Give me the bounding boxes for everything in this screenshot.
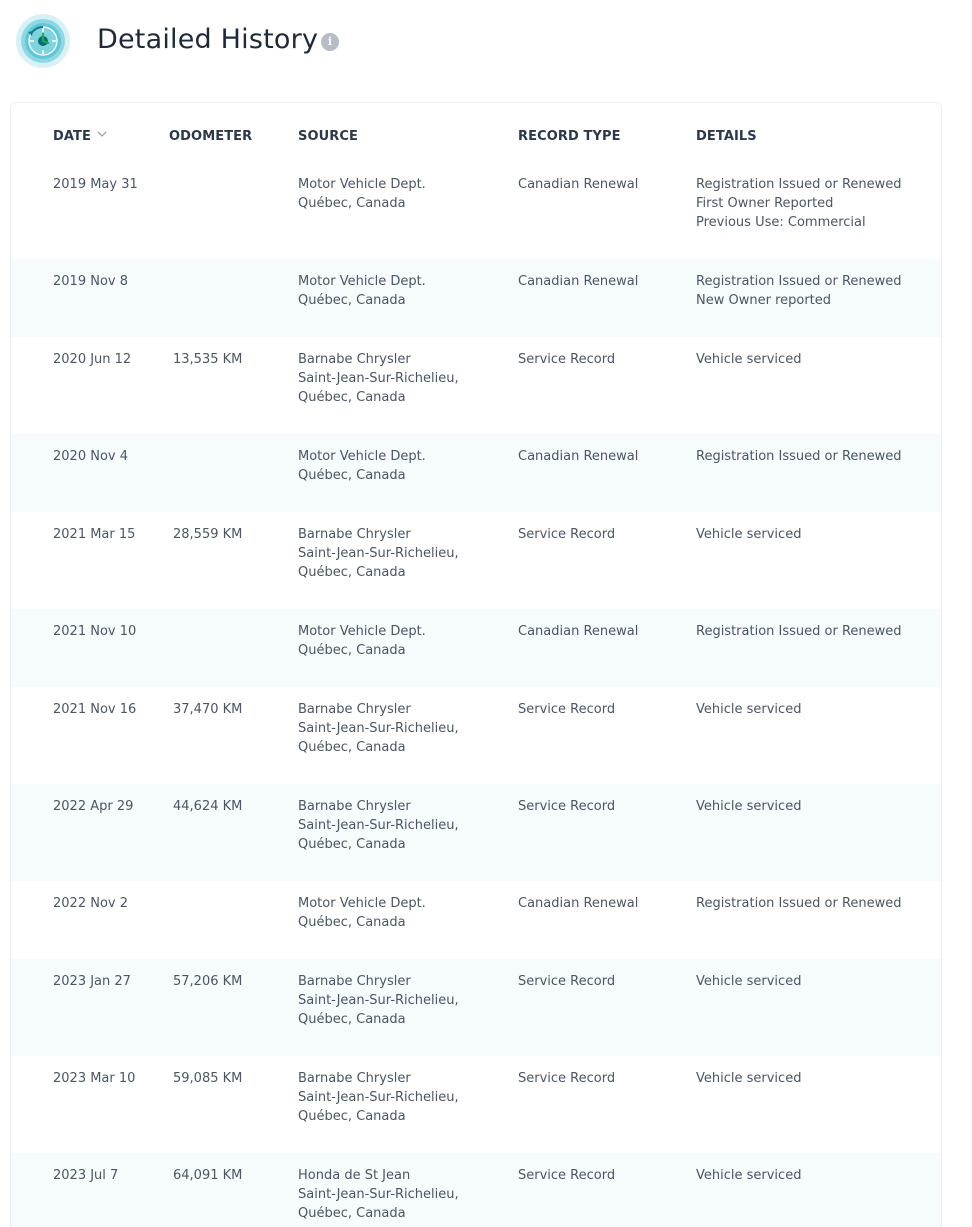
row-record-type: Service Record (518, 527, 616, 542)
row-record-type: Canadian Renewal (518, 896, 639, 911)
row-source-line: Québec, Canada (298, 915, 406, 930)
history-table (10, 102, 942, 1227)
row-source-line: Québec, Canada (298, 468, 406, 483)
table-row (11, 337, 941, 434)
row-source-line: Barnabe Chrysler (298, 527, 411, 542)
row-details-line: Vehicle serviced (696, 1168, 802, 1183)
row-source (298, 175, 426, 213)
row-details (696, 175, 902, 232)
row-details-line: Registration Issued or Renewed (696, 177, 902, 192)
row-odometer: 59,085 KM (173, 1071, 243, 1086)
row-odometer: 37,470 KM (173, 702, 243, 717)
row-odometer: 13,535 KM (173, 352, 243, 367)
row-source (298, 972, 459, 1029)
table-row (11, 1153, 941, 1227)
row-source-line: Québec, Canada (298, 196, 406, 211)
row-source-line: Québec, Canada (298, 837, 406, 852)
row-record-type: Service Record (518, 799, 616, 814)
row-details-line: Vehicle serviced (696, 799, 802, 814)
row-source-line: Motor Vehicle Dept. (298, 274, 426, 289)
row-odometer: 44,624 KM (173, 799, 243, 814)
row-source-line: Saint-Jean-Sur-Richelieu, (298, 1090, 459, 1105)
row-source (298, 894, 426, 932)
row-date: 2019 Nov 8 (53, 274, 128, 289)
row-details-line: Registration Issued or Renewed (696, 624, 902, 639)
chevron-down-icon[interactable] (97, 128, 107, 138)
row-details (696, 797, 801, 816)
row-details (696, 1166, 801, 1185)
row-source (298, 350, 459, 407)
column-header-odometer: ODOMETER (169, 129, 253, 144)
column-header-details: DETAILS (696, 129, 757, 144)
table-row (11, 784, 941, 881)
row-odometer: 28,559 KM (173, 527, 243, 542)
table-row (11, 1056, 941, 1153)
row-date: 2022 Apr 29 (53, 799, 134, 814)
row-date: 2022 Nov 2 (53, 896, 128, 911)
row-details (696, 894, 902, 913)
row-source-line: Québec, Canada (298, 740, 406, 755)
column-header-date[interactable] (53, 129, 107, 144)
row-odometer: 64,091 KM (173, 1168, 243, 1183)
row-date: 2023 Jan 27 (53, 974, 131, 989)
row-source-line: Saint-Jean-Sur-Richelieu, (298, 371, 459, 386)
row-details (696, 622, 902, 641)
row-record-type: Canadian Renewal (518, 624, 639, 639)
table-row (11, 434, 941, 512)
row-source-line: Saint-Jean-Sur-Richelieu, (298, 546, 459, 561)
row-details-line: Vehicle serviced (696, 352, 802, 367)
column-header-date-label: DATE (53, 129, 91, 144)
row-source-line: Québec, Canada (298, 565, 406, 580)
row-source-line: Québec, Canada (298, 1012, 406, 1027)
row-source-line: Barnabe Chrysler (298, 352, 411, 367)
page-header (0, 0, 972, 90)
row-source (298, 1069, 459, 1126)
row-source-line: Barnabe Chrysler (298, 799, 411, 814)
row-source-line: Québec, Canada (298, 1206, 406, 1221)
table-row (11, 959, 941, 1056)
row-details-line: Vehicle serviced (696, 702, 802, 717)
row-details (696, 525, 801, 544)
column-header-source: SOURCE (298, 129, 359, 144)
row-source-line: Québec, Canada (298, 1109, 406, 1124)
row-record-type: Canadian Renewal (518, 274, 639, 289)
row-details (696, 1069, 801, 1088)
info-icon[interactable]: i (321, 33, 339, 51)
row-details-line: Registration Issued or Renewed (696, 449, 902, 464)
row-odometer: 57,206 KM (173, 974, 243, 989)
row-record-type: Service Record (518, 1168, 616, 1183)
row-source-line: Saint-Jean-Sur-Richelieu, (298, 818, 459, 833)
row-source-line: Saint-Jean-Sur-Richelieu, (298, 993, 459, 1008)
row-record-type: Service Record (518, 352, 616, 367)
row-source-line: Barnabe Chrysler (298, 974, 411, 989)
row-details (696, 272, 902, 310)
table-row (11, 259, 941, 337)
row-source (298, 700, 459, 757)
row-source-line: Honda de St Jean (298, 1168, 411, 1183)
row-source (298, 797, 459, 854)
row-date: 2023 Mar 10 (53, 1071, 136, 1086)
column-header-record-type: RECORD TYPE (518, 129, 621, 144)
row-details (696, 447, 902, 466)
row-source-line: Motor Vehicle Dept. (298, 624, 426, 639)
row-record-type: Service Record (518, 974, 616, 989)
table-row (11, 512, 941, 609)
row-record-type: Canadian Renewal (518, 449, 639, 464)
row-date: 2021 Mar 15 (53, 527, 136, 542)
row-details-line: Registration Issued or Renewed (696, 896, 902, 911)
row-source-line: Motor Vehicle Dept. (298, 177, 426, 192)
row-details (696, 972, 801, 991)
row-date: 2023 Jul 7 (53, 1168, 119, 1183)
row-source (298, 272, 426, 310)
row-details-line: Previous Use: Commercial (696, 215, 866, 230)
row-details (696, 350, 801, 369)
row-details (696, 700, 801, 719)
table-header (11, 103, 941, 167)
table-row (11, 162, 941, 259)
row-date: 2020 Nov 4 (53, 449, 128, 464)
row-source (298, 622, 426, 660)
row-details-line: Vehicle serviced (696, 527, 802, 542)
row-source-line: Québec, Canada (298, 293, 406, 308)
table-row (11, 687, 941, 784)
row-record-type: Service Record (518, 702, 616, 717)
row-record-type: Canadian Renewal (518, 177, 639, 192)
row-record-type: Service Record (518, 1071, 616, 1086)
row-date: 2021 Nov 10 (53, 624, 137, 639)
row-source-line: Motor Vehicle Dept. (298, 449, 426, 464)
row-date: 2021 Nov 16 (53, 702, 137, 717)
page-title: Detailed History (97, 24, 319, 55)
row-source-line: Québec, Canada (298, 390, 406, 405)
row-source-line: Saint-Jean-Sur-Richelieu, (298, 721, 459, 736)
row-source (298, 447, 426, 485)
row-date: 2020 Jun 12 (53, 352, 132, 367)
history-clock-icon (14, 12, 72, 70)
row-source-line: Barnabe Chrysler (298, 1071, 411, 1086)
row-details-line: Vehicle serviced (696, 974, 802, 989)
row-source-line: Barnabe Chrysler (298, 702, 411, 717)
row-source (298, 525, 459, 582)
row-details-line: First Owner Reported (696, 196, 834, 211)
table-row (11, 881, 941, 959)
row-source-line: Motor Vehicle Dept. (298, 896, 426, 911)
row-details-line: Vehicle serviced (696, 1071, 802, 1086)
row-details-line: Registration Issued or Renewed (696, 274, 902, 289)
row-source (298, 1166, 459, 1223)
row-source-line: Saint-Jean-Sur-Richelieu, (298, 1187, 459, 1202)
row-details-line: New Owner reported (696, 293, 832, 308)
table-row (11, 609, 941, 687)
row-source-line: Québec, Canada (298, 643, 406, 658)
row-date: 2019 May 31 (53, 177, 138, 192)
